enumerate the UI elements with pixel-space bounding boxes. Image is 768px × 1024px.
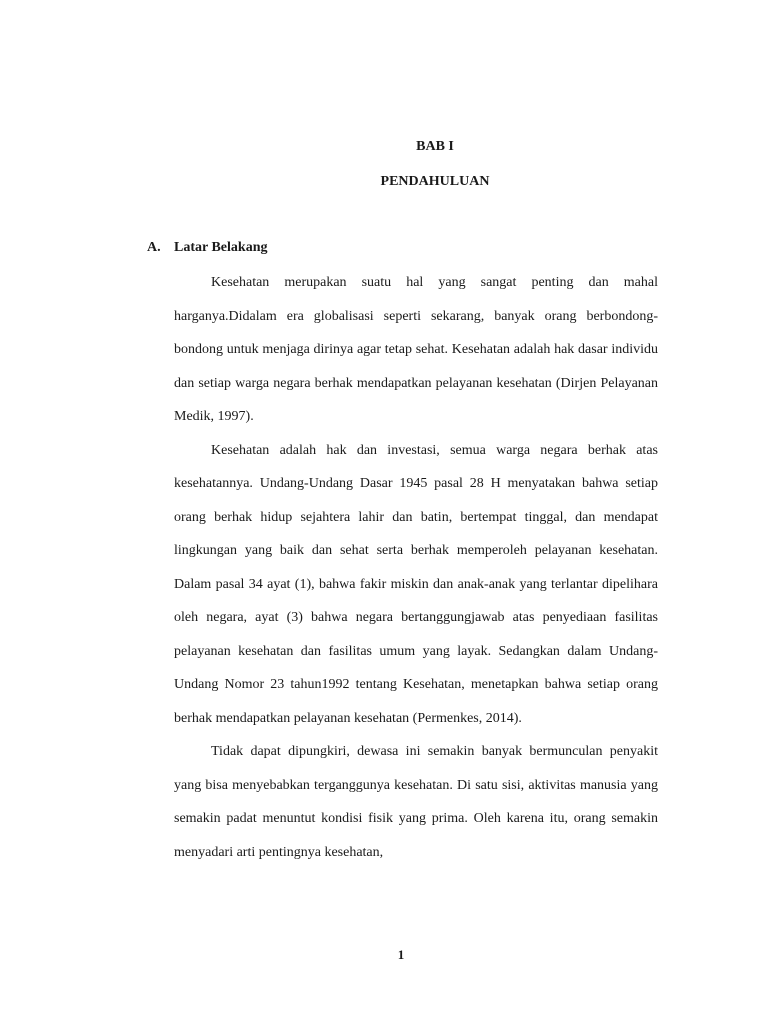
page-number: 1 [397, 947, 405, 962]
section-heading [147, 238, 267, 258]
body-text [174, 266, 658, 869]
section-marker: A. [147, 240, 161, 255]
paragraph: Kesehatan adalah hak dan investasi, semua warga negara berhak atas kesehatannya. Undang-Undang Dasar 1945 pasal 28 H menyatakan bahwa setiap orang berhak hidup sejahtera lahir dan batin, bertempat tinggal, dan mendapat lingkungan yang baik dan sehat serta berhak memperoleh pelayanan kesehatan. Dalam pasal 34 ayat (1), bahwa fakir miskin dan anak-anak yang terlantar dipelihara oleh negara, ayat (3) bahwa negara bertanggungjawab atas penyediaan fasilitas pelayanan kesehatan dan fasilitas umum yang layak. Sedangkan dalam Undang-Undang Nomor 23 tahun1992 tentang Kesehatan, menetapkan bahwa setiap orang berhak mendapatkan pelayanan kesehatan (Permenkes, 2014). [174, 442, 658, 726]
paragraph: Kesehatan merupakan suatu hal yang sangat penting dan mahal harganya.Didalam era globalisasi seperti sekarang, banyak orang berbondong-bondong untuk menjaga dirinya agar tetap sehat. Kesehatan adalah hak dasar individu dan setiap warga negara berhak mendapatkan pelayanan kesehatan (Dirjen Pelayanan Medik, 1997). [174, 275, 658, 424]
chapter-title: PENDAHULUAN [380, 174, 490, 189]
paragraph: Tidak dapat dipungkiri, dewasa ini semakin banyak bermunculan penyakit yang bisa menyebabkan terganggunya kesehatan. Di satu sisi, aktivitas manusia yang semakin padat menuntut kondisi fisik yang prima. Oleh karena itu, orang semakin menyadari arti pentingnya kesehatan, [174, 744, 658, 860]
chapter-number: BAB I [416, 139, 454, 154]
section-title: Latar Belakang [174, 240, 268, 255]
